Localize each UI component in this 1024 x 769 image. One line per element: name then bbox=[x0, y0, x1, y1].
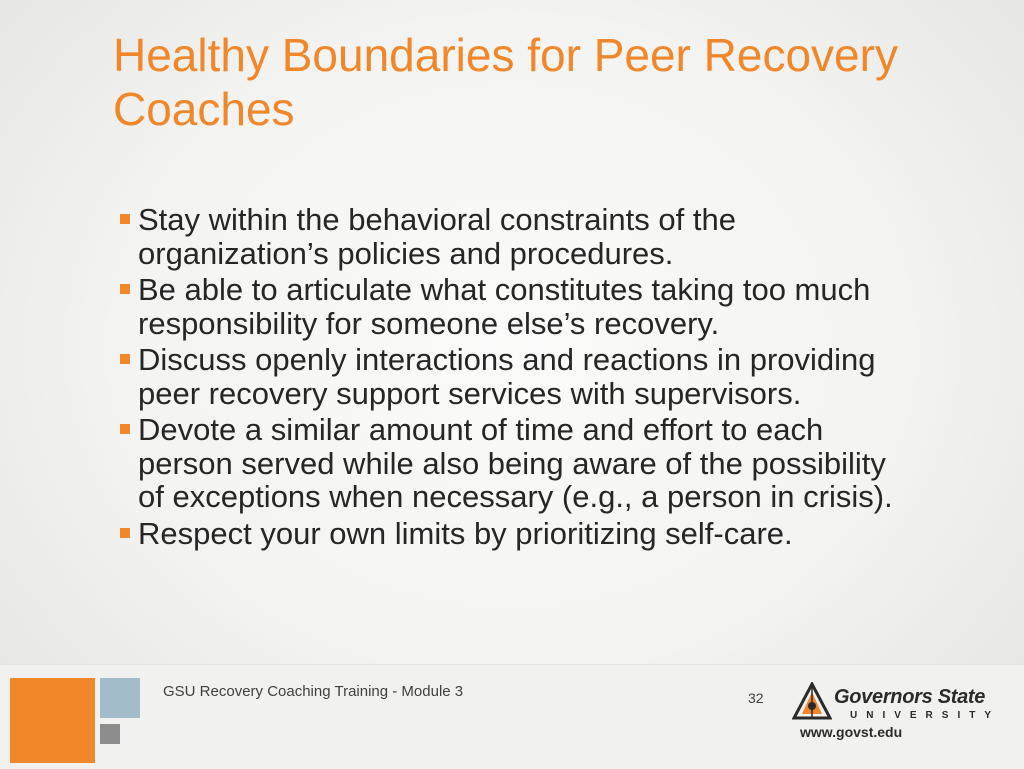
footer-text: GSU Recovery Coaching Training - Module 3 bbox=[163, 683, 464, 700]
decorative-square-orange bbox=[10, 678, 95, 763]
bullet-item bbox=[118, 203, 918, 270]
slide-title: Healthy Boundaries for Peer Recovery Coaches bbox=[113, 29, 898, 135]
decorative-square-blue bbox=[100, 678, 140, 718]
logo-name: Governors State bbox=[834, 686, 986, 708]
logo-subtitle: UNIVERSITY bbox=[850, 710, 1001, 721]
logo-mark-icon bbox=[792, 682, 832, 722]
square-bullet-icon bbox=[120, 528, 130, 538]
bullet-text: Respect your own limits by prioritizing self-care. bbox=[138, 515, 793, 551]
decorative-square-gray bbox=[100, 724, 120, 744]
bullet-text: Stay within the behavioral constraints of the organization’s policies and procedures. bbox=[138, 202, 736, 271]
bullet-item bbox=[118, 273, 918, 340]
bullet-item bbox=[118, 343, 918, 410]
square-bullet-icon bbox=[120, 214, 130, 224]
bullet-text: Discuss openly interactions and reactions in providing peer recovery support services with supervisors. bbox=[138, 342, 876, 411]
bullet-text: Devote a similar amount of time and effort to each person served while also being aware of the possibility of exceptions when necessary (e.g., a person in crisis). bbox=[138, 412, 893, 514]
logo-url: www.govst.edu bbox=[800, 724, 903, 740]
page-number: 32 bbox=[748, 690, 764, 706]
square-bullet-icon bbox=[120, 354, 130, 364]
square-bullet-icon bbox=[120, 284, 130, 294]
bullet-item bbox=[118, 517, 918, 551]
bullet-text: Be able to articulate what constitutes taking too much responsibility for someone else’s recovery. bbox=[138, 272, 871, 341]
bullet-item bbox=[118, 413, 918, 514]
bullet-list bbox=[118, 203, 918, 553]
square-bullet-icon bbox=[120, 424, 130, 434]
